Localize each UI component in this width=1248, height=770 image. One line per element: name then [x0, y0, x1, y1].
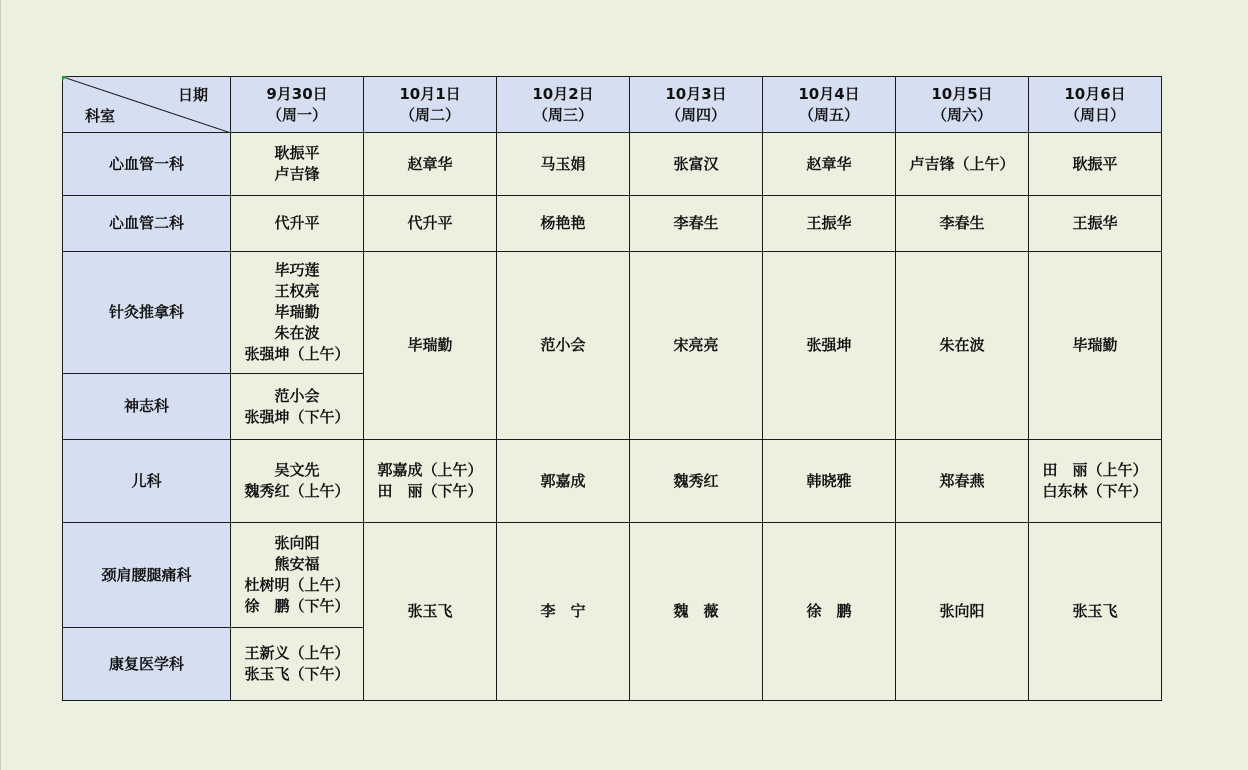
day-header-6[interactable]: [1029, 77, 1162, 133]
doctor-name: 范小会: [274, 386, 320, 405]
schedule-cell[interactable]: 杨艳艳: [497, 196, 630, 252]
schedule-cell[interactable]: [231, 133, 364, 196]
doctor-list: [244, 386, 349, 428]
doctor-name: 田 丽（上午）: [1042, 461, 1148, 479]
schedule-cell[interactable]: 郭嘉成: [497, 440, 630, 523]
dept-rehab[interactable]: 康复医学科: [63, 628, 231, 701]
merged-schedule-cell[interactable]: 范小会: [497, 252, 630, 440]
day-weekday: （周五）: [798, 105, 859, 124]
doctor-name: 卢吉锋: [274, 165, 320, 183]
schedule-cell[interactable]: 李春生: [896, 196, 1029, 252]
schedule-cell[interactable]: 魏秀红: [630, 440, 763, 523]
day-weekday: （周日）: [1064, 105, 1125, 124]
doctor-list: [244, 643, 349, 685]
merged-schedule-cell[interactable]: 李 宁: [497, 523, 630, 701]
dept-cardio2[interactable]: 心血管二科: [63, 196, 231, 252]
duty-schedule-table: [62, 76, 1162, 701]
doctor-name: 杜树明（上午）: [244, 576, 350, 594]
doctor-name: 徐 鹏（下午）: [244, 597, 350, 615]
day-header-1[interactable]: [364, 77, 497, 133]
day-header-2[interactable]: [497, 77, 630, 133]
schedule-cell[interactable]: 赵章华: [763, 133, 896, 196]
day-date: 10月3日: [665, 84, 727, 103]
dept-mental[interactable]: 神志科: [63, 374, 231, 440]
day-weekday: （周三）: [532, 105, 593, 124]
schedule-cell[interactable]: [1029, 440, 1162, 523]
sheet-left-edge: [0, 0, 1, 770]
day-header-0[interactable]: [231, 77, 364, 133]
merged-schedule-cell[interactable]: 张玉飞: [1029, 523, 1162, 701]
day-date: 10月2日: [532, 84, 594, 103]
doctor-name: 张向阳: [274, 534, 320, 552]
day-date: 9月30日: [266, 84, 328, 103]
header-row: [63, 77, 1162, 133]
doctor-list: [377, 460, 482, 502]
day-header-5[interactable]: [896, 77, 1029, 133]
schedule-cell[interactable]: [231, 628, 364, 701]
row-cardio1: [63, 133, 1162, 196]
schedule-cell[interactable]: 王振华: [763, 196, 896, 252]
schedule-cell[interactable]: 郑春燕: [896, 440, 1029, 523]
schedule-cell[interactable]: [364, 440, 497, 523]
doctor-name: 吴文先: [274, 461, 320, 479]
doctor-name: 白东林（下午）: [1042, 482, 1148, 500]
corner-date-label: 日期: [177, 86, 208, 104]
doctor-name: 毕瑞勤: [274, 303, 320, 321]
doctor-list: [244, 460, 349, 502]
cell-corner-marker-icon: [62, 76, 67, 81]
merged-schedule-cell[interactable]: 宋亮亮: [630, 252, 763, 440]
schedule-cell[interactable]: 李春生: [630, 196, 763, 252]
merged-schedule-cell[interactable]: 毕瑞勤: [1029, 252, 1162, 440]
schedule-cell[interactable]: [231, 252, 364, 374]
schedule-cell[interactable]: [231, 374, 364, 440]
schedule-cell[interactable]: 王振华: [1029, 196, 1162, 252]
doctor-name: 耿振平: [274, 144, 320, 162]
doctor-name: 张强坤（上午）: [244, 345, 350, 363]
schedule-cell[interactable]: 韩晓雅: [763, 440, 896, 523]
doctor-name: 王新义（上午）: [244, 644, 350, 662]
schedule-cell[interactable]: 耿振平: [1029, 133, 1162, 196]
doctor-name: 张玉飞（下午）: [244, 665, 350, 683]
doctor-name: 朱在波: [274, 324, 320, 342]
merged-schedule-cell[interactable]: 张向阳: [896, 523, 1029, 701]
row-pediatrics: [63, 440, 1162, 523]
merged-schedule-cell[interactable]: 魏 薇: [630, 523, 763, 701]
day-weekday: （周四）: [665, 105, 726, 124]
day-date: 10月4日: [798, 84, 860, 103]
day-weekday: （周一）: [266, 105, 327, 124]
day-weekday: （周二）: [399, 105, 460, 124]
schedule-cell[interactable]: 卢吉锋（上午）: [896, 133, 1029, 196]
doctor-name: 王权亮: [274, 282, 320, 300]
dept-acupuncture[interactable]: 针灸推拿科: [63, 252, 231, 374]
merged-schedule-cell[interactable]: 张强坤: [763, 252, 896, 440]
merged-schedule-cell[interactable]: 徐 鹏: [763, 523, 896, 701]
schedule-cell[interactable]: 张富汉: [630, 133, 763, 196]
day-weekday: （周六）: [931, 105, 992, 124]
schedule-cell[interactable]: 马玉娟: [497, 133, 630, 196]
doctor-name: 田 丽（下午）: [377, 482, 483, 500]
schedule-cell[interactable]: [231, 523, 364, 628]
doctor-name: 魏秀红（上午）: [244, 482, 350, 500]
doctor-name: 张强坤（下午）: [244, 407, 350, 426]
merged-schedule-cell[interactable]: 毕瑞勤: [364, 252, 497, 440]
day-header-3[interactable]: [630, 77, 763, 133]
schedule-cell[interactable]: 赵章华: [364, 133, 497, 196]
corner-header-cell[interactable]: [63, 77, 231, 133]
schedule-cell[interactable]: 代升平: [364, 196, 497, 252]
doctor-name: 毕巧莲: [274, 261, 320, 279]
doctor-name: 郭嘉成（上午）: [377, 461, 483, 479]
dept-pediatrics[interactable]: 儿科: [63, 440, 231, 523]
row-acupuncture: [63, 252, 1162, 374]
row-neck-back: [63, 523, 1162, 628]
dept-cardio1[interactable]: 心血管一科: [63, 133, 231, 196]
schedule-cell[interactable]: [231, 440, 364, 523]
dept-neck-back[interactable]: 颈肩腰腿痛科: [63, 523, 231, 628]
row-cardio2: [63, 196, 1162, 252]
day-date: 10月1日: [399, 84, 461, 103]
doctor-list: [244, 533, 349, 617]
doctor-list: [244, 260, 349, 365]
corner-department-label: 科室: [85, 107, 116, 125]
doctor-name: 熊安福: [274, 555, 320, 573]
schedule-cell[interactable]: 代升平: [231, 196, 364, 252]
day-date: 10月5日: [931, 84, 993, 103]
doctor-list: [1042, 460, 1147, 502]
merged-schedule-cell[interactable]: 张玉飞: [364, 523, 497, 701]
day-header-4[interactable]: [763, 77, 896, 133]
day-date: 10月6日: [1064, 84, 1126, 103]
merged-schedule-cell[interactable]: 朱在波: [896, 252, 1029, 440]
